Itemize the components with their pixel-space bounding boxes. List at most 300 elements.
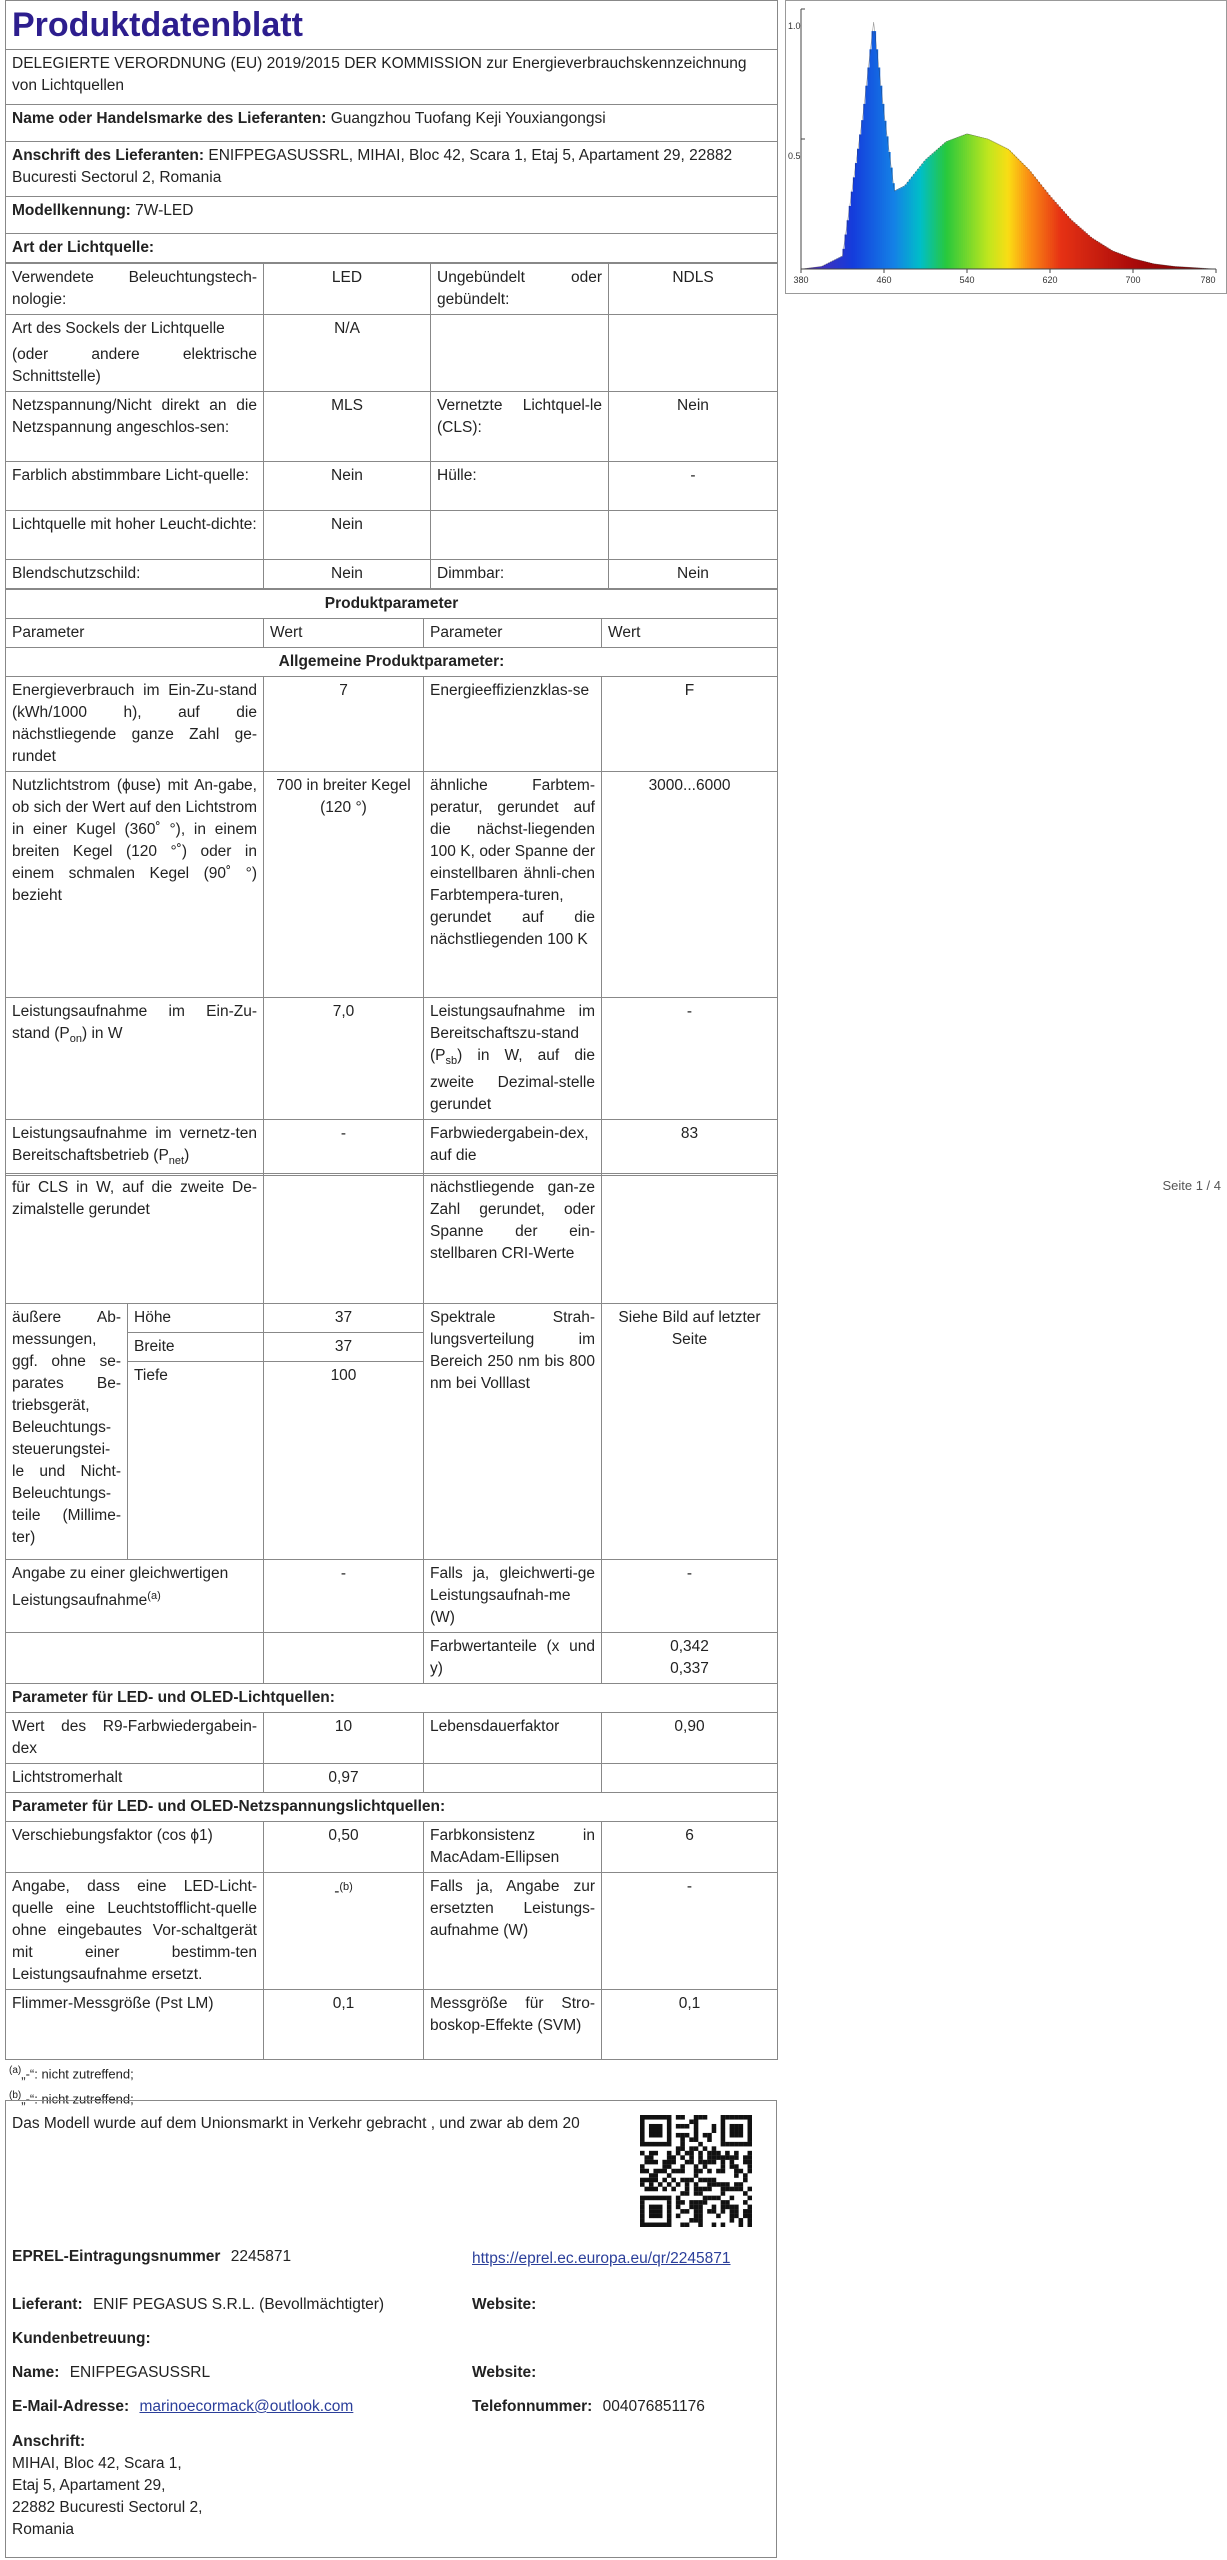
contact-name-row: [12, 2364, 210, 2382]
footnote-b: $^{(b)}$„-“: nicht zutreffend;: [9, 2090, 134, 2107]
y-tick-label: 1.0: [788, 21, 801, 31]
qr-module: [739, 2187, 744, 2192]
qr-module: [689, 2200, 694, 2205]
life-value: 0,90: [602, 1713, 778, 1764]
qr-module: [748, 2151, 752, 2156]
qr-module: [698, 2191, 703, 2196]
qr-module: [734, 2124, 739, 2129]
qr-module: [734, 2115, 739, 2120]
qr-module: [644, 2196, 649, 2201]
qr-module: [748, 2115, 752, 2120]
qr-module: [707, 2182, 712, 2187]
qr-module: [640, 2124, 645, 2129]
qr-module: [712, 2223, 717, 2227]
qr-module: [667, 2160, 672, 2165]
qr-module: [649, 2151, 654, 2156]
qr-module: [743, 2160, 748, 2165]
qr-module: [640, 2200, 645, 2205]
supplier-name-row: [6, 105, 778, 142]
qr-module: [694, 2209, 699, 2214]
qr-module: [734, 2128, 739, 2133]
lightsource-label: Vernetzte Lichtquel-le (CLS):: [431, 392, 609, 462]
dim-value: 37: [264, 1333, 424, 1362]
qr-module: [676, 2151, 681, 2156]
qr-module: [748, 2218, 752, 2223]
qr-module: [662, 2160, 667, 2165]
dim-name: Höhe: [128, 1304, 264, 1333]
lightsource-value: MLS: [264, 392, 431, 462]
x-tick-label: 700: [1125, 275, 1141, 285]
qr-module: [698, 2115, 703, 2120]
qr-module: [653, 2115, 658, 2120]
qr-module: [680, 2146, 685, 2151]
qr-module: [707, 2169, 712, 2174]
qr-module: [707, 2187, 712, 2192]
cri-label: Farbwiedergabein-dex, auf die: [424, 1120, 602, 1176]
qr-module: [680, 2115, 685, 2120]
qr-module: [730, 2115, 735, 2120]
email-row: [12, 2398, 353, 2416]
qr-module: [667, 2214, 672, 2219]
flicker-label: Flimmer-Messgröße (Pst LM): [6, 1990, 264, 2060]
x-tick-label: 380: [793, 275, 809, 285]
qr-module: [716, 2182, 721, 2187]
qr-module: [667, 2209, 672, 2214]
qr-module: [653, 2187, 658, 2192]
qr-module: [743, 2209, 748, 2214]
website-label: Website:: [472, 2296, 537, 2313]
qr-module: [748, 2164, 752, 2169]
service-label: Kundenbetreuung:: [12, 2330, 151, 2347]
qr-module: [748, 2133, 752, 2138]
qr-module: [658, 2124, 663, 2129]
qr-module: [667, 2142, 672, 2147]
qr-module: [698, 2155, 703, 2160]
qr-module: [694, 2137, 699, 2142]
qr-module: [725, 2205, 730, 2210]
qr-module: [644, 2169, 649, 2174]
qr-module: [676, 2133, 681, 2138]
qr-module: [644, 2160, 649, 2165]
cos-label: Verschiebungsfaktor (cos ϕ1): [6, 1822, 264, 1873]
qr-module: [653, 2142, 658, 2147]
qr-module: [680, 2124, 685, 2129]
lightsource-label: Verwendete Beleuchtungstech-nologie:: [6, 264, 264, 315]
qr-module: [694, 2200, 699, 2205]
qr-module: [667, 2164, 672, 2169]
qr-module: [721, 2205, 726, 2210]
qr-module: [658, 2182, 663, 2187]
cos-value: 0,50: [264, 1822, 424, 1873]
qr-module: [721, 2164, 726, 2169]
cct-value: 3000...6000: [602, 772, 778, 998]
qr-module: [730, 2218, 735, 2223]
regulation-text: DELEGIERTE VERORDNUNG (EU) 2019/2015 DER KOMMISSION zur Energieverbrauchskennzeichnung von Lichtquellen: [6, 50, 778, 105]
qr-module: [644, 2187, 649, 2192]
qr-module: [689, 2146, 694, 2151]
pnet-value: -: [264, 1120, 424, 1176]
dim-name: Breite: [128, 1333, 264, 1362]
supplier-label: Lieferant:: [12, 2296, 83, 2313]
spectral-label: Spektrale Strah-lungsverteilung im Bereich 250 nm bis 800 nm bei Volllast: [424, 1304, 602, 1560]
supplier-address-row: [6, 142, 778, 197]
eprel-row: [12, 2248, 291, 2266]
chroma-y: 0,337: [670, 1660, 709, 1677]
qr-module: [676, 2169, 681, 2174]
qr-module: [734, 2187, 739, 2192]
pnet-label: Leistungsaufnahme im vernetz-ten Bereitschaftsbetrieb $(P_{net})$: [6, 1120, 264, 1176]
qr-module: [698, 2178, 703, 2183]
model-row: [6, 197, 778, 234]
address-line: MIHAI, Bloc 42, Scara 1,: [12, 2455, 182, 2472]
dims-label: äußere Ab-messungen, ggf. ohne se-parates Be-triebsgerät, Beleuchtungs-steuerungstei-le und Nicht-Beleuchtungs-teile (Millime-ter): [6, 1304, 128, 1560]
qr-module: [698, 2209, 703, 2214]
qr-module: [653, 2205, 658, 2210]
qr-module: [743, 2115, 748, 2120]
qr-module: [644, 2155, 649, 2160]
col-header-value: Wert: [264, 619, 424, 648]
qr-module: [748, 2142, 752, 2147]
qr-module: [739, 2115, 744, 2120]
lightsource-label: Blendschutzschild:: [6, 560, 264, 589]
qr-module: [667, 2155, 672, 2160]
qr-module: [743, 2155, 748, 2160]
qr-module: [712, 2209, 717, 2214]
qr-module: [703, 2187, 708, 2192]
qr-module: [662, 2169, 667, 2174]
qr-module: [649, 2155, 654, 2160]
qr-module: [734, 2142, 739, 2147]
datasheet-page-1: [5, 0, 777, 1172]
market-info-box: [5, 2100, 777, 2558]
market-text: Das Modell wurde auf dem Unionsmarkt in Verkehr gebracht , und zwar ab dem 20: [12, 2115, 580, 2132]
qr-module: [703, 2133, 708, 2138]
qr-module: [653, 2133, 658, 2138]
address-line: Romania: [12, 2521, 75, 2538]
eprel-link[interactable]: https://eprel.ec.europa.eu/qr/2245871: [472, 2250, 731, 2267]
qr-module: [671, 2178, 676, 2183]
qr-module: [725, 2155, 730, 2160]
qr-module: [662, 2115, 667, 2120]
qr-module: [676, 2182, 681, 2187]
qr-module: [721, 2137, 726, 2142]
qr-module: [721, 2119, 726, 2124]
qr-module: [748, 2128, 752, 2133]
pon-label: Leistungsaufnahme im Ein-Zu-stand $(P_{on})$ in W: [6, 998, 264, 1120]
phone-value: 004076851176: [602, 2398, 705, 2415]
qr-module: [748, 2187, 752, 2192]
general-params-heading: Allgemeine Produktparameter:: [6, 648, 778, 677]
lightsource-label: Hülle:: [431, 462, 609, 511]
qr-module: [734, 2205, 739, 2210]
qr-code[interactable]: [640, 2115, 752, 2227]
qr-module: [712, 2146, 717, 2151]
cri-label-cont: nächstliegende gan-ze Zahl gerundet, oder Spanne der ein-stellbaren CRI-Werte: [424, 1174, 602, 1304]
qr-code-icon: [640, 2115, 752, 2227]
qr-module: [685, 2209, 690, 2214]
qr-module: [721, 2169, 726, 2174]
energy-label: Energieverbrauch im Ein-Zu-stand (kWh/1000 h), auf die nächstliegende ganze Zahl ge-rundet: [6, 677, 264, 772]
supplier-address-label: Anschrift des Lieferanten:: [12, 147, 205, 164]
page-number: Seite 1 / 4: [1162, 1178, 1221, 1193]
lightsource-value: N/A: [264, 315, 431, 392]
macadam-value: 6: [602, 1822, 778, 1873]
qr-module: [739, 2133, 744, 2138]
lightsource-label: Netzspannung/Nicht direkt an die Netzspannung angeschlos-sen:: [6, 392, 264, 462]
spectral-value: Siehe Bild auf letzter Seite: [602, 1304, 778, 1560]
qr-module: [721, 2200, 726, 2205]
lightsource-table: [5, 263, 778, 589]
qr-module: [667, 2151, 672, 2156]
qr-module: [658, 2205, 663, 2210]
qr-module: [694, 2124, 699, 2129]
contact-name-value: ENIFPEGASUSSRL: [69, 2364, 211, 2381]
qr-module: [640, 2164, 645, 2169]
qr-module: [676, 2124, 681, 2129]
qr-module: [667, 2223, 672, 2227]
qr-module: [694, 2187, 699, 2192]
qr-module: [721, 2182, 726, 2187]
qr-module: [721, 2124, 726, 2129]
qr-module: [685, 2124, 690, 2129]
qr-module: [694, 2173, 699, 2178]
qr-module: [694, 2205, 699, 2210]
qr-module: [676, 2200, 681, 2205]
replace2-label: Falls ja, Angabe zur ersetzten Leistungs-aufnahme (W): [424, 1873, 602, 1990]
qr-module: [730, 2142, 735, 2147]
address-block: [12, 2431, 202, 2541]
led-heading: Parameter für LED- und OLED-Lichtquellen:: [6, 1684, 778, 1713]
lightsource-value: Nein: [609, 392, 778, 462]
qr-module: [730, 2155, 735, 2160]
lightsource-value: -: [609, 462, 778, 511]
qr-module: [748, 2124, 752, 2129]
qr-module: [703, 2146, 708, 2151]
qr-module: [662, 2142, 667, 2147]
qr-module: [725, 2142, 730, 2147]
qr-module: [707, 2209, 712, 2214]
qr-module: [676, 2196, 681, 2201]
qr-module: [707, 2151, 712, 2156]
qr-module: [640, 2214, 645, 2219]
address-label: Anschrift:: [12, 2433, 86, 2450]
chroma-label: Farbwertanteile (x und y): [424, 1633, 602, 1684]
qr-module: [734, 2209, 739, 2214]
lightsource-value: LED: [264, 264, 431, 315]
energy-value: 7: [264, 677, 424, 772]
qr-module: [680, 2137, 685, 2142]
datasheet-page-2: [5, 1173, 777, 2560]
qr-module: [712, 2182, 717, 2187]
qr-module: [721, 2209, 726, 2214]
x-tick-label: 460: [876, 275, 892, 285]
qr-module: [694, 2182, 699, 2187]
qr-module: [694, 2133, 699, 2138]
qr-module: [703, 2160, 708, 2165]
lightsource-value: NDLS: [609, 264, 778, 315]
qr-module: [743, 2214, 748, 2219]
qr-module: [743, 2142, 748, 2147]
qr-module: [721, 2160, 726, 2165]
qr-module: [716, 2196, 721, 2201]
macadam-label: Farbkonsistenz in MacAdam-Ellipsen: [424, 1822, 602, 1873]
qr-module: [653, 2160, 658, 2165]
qr-module: [698, 2214, 703, 2219]
lightsource-value: Nein: [609, 560, 778, 589]
qr-module: [712, 2151, 717, 2156]
life-label: Lebensdauerfaktor: [424, 1713, 602, 1764]
qr-module: [640, 2196, 645, 2201]
maint-value: 0,97: [264, 1764, 424, 1793]
col-header-value: Wert: [602, 619, 778, 648]
qr-module: [680, 2191, 685, 2196]
qr-module: [671, 2155, 676, 2160]
qr-module: [662, 2164, 667, 2169]
footnote-a: $^{(a)}$„-“: nicht zutreffend;: [9, 2065, 134, 2082]
qr-module: [680, 2209, 685, 2214]
qr-module: [698, 2142, 703, 2147]
qr-module: [667, 2128, 672, 2133]
qr-module: [653, 2169, 658, 2174]
email-link[interactable]: marinoecormack@outlook.com: [139, 2398, 354, 2415]
qr-module: [640, 2218, 645, 2223]
contact-name-label: Name:: [12, 2364, 60, 2381]
qr-module: [716, 2155, 721, 2160]
qr-module: [667, 2182, 672, 2187]
qr-module: [734, 2155, 739, 2160]
equiv2-label: Falls ja, gleichwerti-ge Leistungsaufnah-me (W): [424, 1560, 602, 1633]
qr-module: [649, 2124, 654, 2129]
r9-value: 10: [264, 1713, 424, 1764]
qr-module: [680, 2200, 685, 2205]
qr-module: [689, 2155, 694, 2160]
lightsource-label: Farblich abstimmbare Licht-quelle:: [6, 462, 264, 511]
qr-module: [712, 2155, 717, 2160]
replace-value: -$^{(b)}$: [264, 1873, 424, 1990]
qr-module: [730, 2209, 735, 2214]
qr-module: [644, 2142, 649, 2147]
page-title: Produktdatenblatt: [6, 1, 778, 50]
qr-module: [671, 2160, 676, 2165]
lightsource-heading: Art der Lichtquelle:: [6, 234, 778, 263]
qr-module: [653, 2128, 658, 2133]
qr-module: [653, 2178, 658, 2183]
qr-module: [680, 2178, 685, 2183]
qr-module: [640, 2178, 645, 2183]
qr-module: [707, 2178, 712, 2183]
qr-module: [667, 2119, 672, 2124]
qr-module: [694, 2218, 699, 2223]
qr-module: [694, 2214, 699, 2219]
qr-module: [689, 2160, 694, 2165]
mains-heading: Parameter für LED- und OLED-Netzspannungslichtquellen:: [6, 1793, 778, 1822]
lightsource-value: [609, 511, 778, 560]
qr-module: [653, 2173, 658, 2178]
equiv-value: -: [264, 1560, 424, 1633]
qr-module: [649, 2223, 654, 2227]
qr-module: [734, 2133, 739, 2138]
qr-module: [730, 2160, 735, 2165]
qr-module: [667, 2173, 672, 2178]
lightsource-value: Nein: [264, 560, 431, 589]
flux-label: Nutzlichtstrom (ϕuse) mit An-gabe, ob sich der Wert auf den Lichtstrom in einer Kugel (360˚ °), in einem breiten Kegel (120 °˚) oder in einem schmalen Kegel (90˚ °) bezieht: [6, 772, 264, 998]
qr-module: [680, 2142, 685, 2147]
qr-module: [721, 2133, 726, 2138]
qr-module: [667, 2137, 672, 2142]
replace2-value: -: [602, 1873, 778, 1990]
qr-module: [734, 2173, 739, 2178]
maint-label: Lichtstromerhalt: [6, 1764, 264, 1793]
qr-module: [698, 2187, 703, 2192]
qr-module: [658, 2169, 663, 2174]
qr-module: [689, 2151, 694, 2156]
qr-module: [680, 2133, 685, 2138]
socket-label-cont: (oder andere elektrische Schnittstelle): [12, 346, 257, 385]
qr-module: [730, 2196, 735, 2201]
supplier-row: [12, 2296, 384, 2314]
qr-module: [676, 2146, 681, 2151]
qr-module: [748, 2119, 752, 2124]
x-tick-label: 540: [959, 275, 975, 285]
qr-module: [640, 2119, 645, 2124]
qr-module: [658, 2214, 663, 2219]
qr-module: [698, 2205, 703, 2210]
qr-module: [712, 2178, 717, 2183]
email-label: E-Mail-Adresse:: [12, 2398, 130, 2415]
chroma-x: 0,342: [670, 1638, 709, 1655]
qr-module: [680, 2169, 685, 2174]
col-header-param: Parameter: [424, 619, 602, 648]
qr-module: [671, 2169, 676, 2174]
qr-module: [694, 2115, 699, 2120]
psb-label: Leistungsaufnahme im Bereitschaftszu-stand $(P_{sb})$ in W, auf die zweite Dezimal-stelle gerundet: [424, 998, 602, 1120]
qr-module: [667, 2200, 672, 2205]
qr-module: [671, 2187, 676, 2192]
qr-module: [649, 2178, 654, 2183]
qr-module: [721, 2191, 726, 2196]
qr-module: [734, 2182, 739, 2187]
x-tick-label: 620: [1042, 275, 1058, 285]
qr-module: [649, 2115, 654, 2120]
qr-module: [698, 2223, 703, 2227]
qr-module: [658, 2223, 663, 2227]
qr-module: [725, 2187, 730, 2192]
qr-module: [707, 2196, 712, 2201]
lightsource-value: Nein: [264, 511, 431, 560]
qr-module: [658, 2115, 663, 2120]
svm-label: Messgröße für Stro-boskop-Effekte (SVM): [424, 1990, 602, 2060]
eprel-value: 2245871: [230, 2248, 292, 2265]
qr-module: [649, 2142, 654, 2147]
qr-module: [730, 2128, 735, 2133]
qr-module: [739, 2223, 744, 2227]
socket-label: Art des Sockels der Lichtquelle: [12, 320, 225, 337]
qr-module: [694, 2169, 699, 2174]
qr-module: [649, 2182, 654, 2187]
supplier-value: ENIF PEGASUS S.R.L. (Bevollmächtigter): [92, 2296, 385, 2313]
chroma-value: [602, 1633, 778, 1684]
qr-module: [676, 2214, 681, 2219]
qr-module: [644, 2223, 649, 2227]
phone-row: [472, 2398, 705, 2416]
lightsource-value: Nein: [264, 462, 431, 511]
qr-module: [649, 2173, 654, 2178]
energy-class-label: Energieeffizienzklas-se: [424, 677, 602, 772]
qr-module: [640, 2151, 645, 2156]
qr-module: [680, 2164, 685, 2169]
lightsource-label: [431, 511, 609, 560]
qr-module: [739, 2169, 744, 2174]
